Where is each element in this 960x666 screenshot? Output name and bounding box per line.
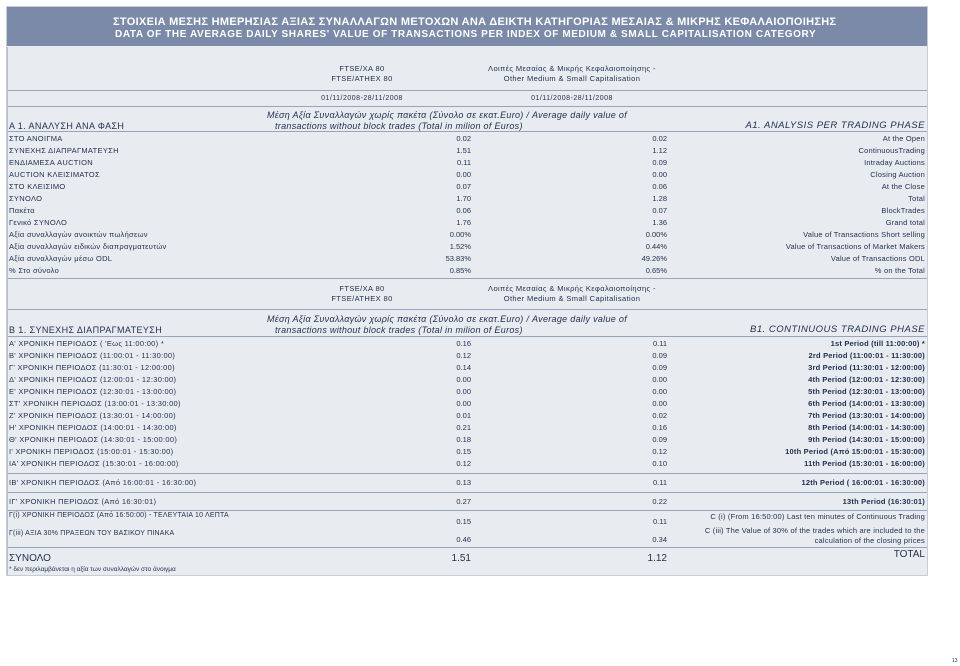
value-col1: 0.11 bbox=[456, 158, 471, 167]
value-col1: 0.27 bbox=[456, 497, 471, 506]
table-row bbox=[7, 338, 927, 350]
avg-value-header-gr: Μέση Αξία Συναλλαγών χωρίς πακέτα (Σύνολο σε εκατ.Euro) / Average daily value of bbox=[267, 314, 627, 324]
row-label-gr: ΣΤΟ ΑΝΟΙΓΜΑ bbox=[9, 134, 63, 143]
row-label-gr: Γ' ΧΡΟΝΙΚΗ ΠΕΡΙΟΔΟΣ (11:30:01 - 12:00:00) bbox=[9, 363, 175, 372]
row-label-gr: Β' ΧΡΟΝΙΚΗ ΠΕΡΙΟΔΟΣ (11:00:01 - 11:30:00) bbox=[9, 351, 176, 360]
total-label-en: TOTAL bbox=[893, 549, 925, 560]
value-col2: 0.02 bbox=[652, 134, 667, 143]
value-col1: 0.02 bbox=[456, 134, 471, 143]
value-col1: 0.16 bbox=[456, 339, 471, 348]
footnote: * δεν περιλαμβάνεται η αξία των συναλλαγών στο άνοιγμα bbox=[9, 566, 176, 573]
divider bbox=[7, 309, 927, 310]
col1-header-line2: FTSE/ATHEX 80 bbox=[331, 294, 393, 303]
row-label-en: 8th Period (14:00:01 - 14:30:00) bbox=[808, 423, 925, 432]
row-label-en: 12th Period ( 16:00:01 - 16:30:00) bbox=[801, 478, 925, 487]
row-label-en: 6th Period (14:00:01 - 13:30:00) bbox=[808, 399, 925, 408]
row-label-gr: Ε' ΧΡΟΝΙΚΗ ΠΕΡΙΟΔΟΣ (12:30:01 - 13:00:00) bbox=[9, 387, 177, 396]
row-label-gr: Ι' ΧΡΟΝΙΚΗ ΠΕΡΙΟΔΟΣ (15:00:01 - 15:30:00) bbox=[9, 447, 174, 456]
table-row bbox=[7, 157, 927, 169]
table-row bbox=[7, 386, 927, 398]
row-label-en: 1st Period (till 11:00:00) * bbox=[830, 339, 925, 348]
value-col1: 0.01 bbox=[456, 411, 471, 420]
row-label-gr: AUCTION ΚΛΕΙΣΙΜΑΤΟΣ bbox=[9, 170, 100, 179]
row-label-en: 5th Period (12:30:01 - 13:00:00) bbox=[808, 387, 925, 396]
table-row bbox=[7, 241, 927, 253]
row-label-en: % on the Total bbox=[874, 266, 925, 275]
row-label-en: 10th Period (Από 15:00:01 - 15:30:00) bbox=[785, 447, 925, 456]
row-label-gr: ΙΒ' ΧΡΟΝΙΚΗ ΠΕΡΙΟΔΟΣ (Από 16:00:01 - 16:30:00) bbox=[9, 478, 197, 487]
table-row bbox=[7, 229, 927, 241]
value-col1: 0.07 bbox=[456, 182, 471, 191]
row-label-en: BlockTrades bbox=[881, 206, 925, 215]
value-col2: 0.00 bbox=[652, 375, 667, 384]
row-label-en: 3rd Period (11:30:01 - 12:00:00) bbox=[808, 363, 925, 372]
total-value-col1: 1.51 bbox=[451, 553, 471, 564]
table-row bbox=[7, 496, 927, 508]
row-label-en: Value of Transactions of Market Makers bbox=[785, 242, 925, 251]
title-english: DATA OF THE AVERAGE DAILY SHARES' VALUE OF TRANSACTIONS PER INDEX OF MEDIUM & SMALL CAPITALISATION CATEGORY bbox=[115, 29, 817, 40]
row-label-en: 2rd Period (11:00:01 - 11:30:00) bbox=[808, 351, 925, 360]
value-col1: 0.13 bbox=[456, 478, 471, 487]
divider bbox=[7, 547, 927, 548]
col2-header-line1: Λοιπές Μεσαίας & Μικρής Κεφαλαιοποίησης - bbox=[488, 64, 656, 73]
value-col2: 0.16 bbox=[652, 423, 667, 432]
value-col1: 1.51 bbox=[456, 146, 471, 155]
row-label-en: Value of Transactions Short selling bbox=[803, 230, 925, 239]
value-col1: 0.06 bbox=[456, 206, 471, 215]
row-label-gr: Θ' ΧΡΟΝΙΚΗ ΠΕΡΙΟΔΟΣ (14:30:01 - 15:00:00) bbox=[9, 435, 178, 444]
table-row bbox=[7, 265, 927, 277]
value-col2: 0.65% bbox=[645, 266, 667, 275]
table-row bbox=[7, 193, 927, 205]
value-col1: 0.15 bbox=[456, 447, 471, 456]
value-col2: 0.00 bbox=[652, 399, 667, 408]
col2-header-line2: Other Medium & Small Capitalisation bbox=[503, 74, 641, 83]
table-row bbox=[7, 374, 927, 386]
col1-header-line2: FTSE/ATHEX 80 bbox=[331, 74, 393, 83]
value-col2: 0.09 bbox=[652, 351, 667, 360]
col2-header-line1: Λοιπές Μεσαίας & Μικρής Κεφαλαιοποίησης - bbox=[488, 284, 656, 293]
row-label-en: Grand total bbox=[885, 218, 925, 227]
row-label-en: 4th Period (12:00:01 - 12:30:00) bbox=[808, 375, 925, 384]
value-col1: 0.15 bbox=[456, 517, 471, 526]
section-a-title-gr: Α 1. ΑΝΑΛΥΣΗ ΑΝΑ ΦΑΣΗ bbox=[9, 121, 125, 131]
value-col2: 0.00 bbox=[652, 170, 667, 179]
table-row bbox=[7, 350, 927, 362]
row-label-gr: % Στο σύνολο bbox=[9, 266, 60, 275]
divider bbox=[7, 278, 927, 279]
table-row bbox=[7, 477, 927, 489]
value-col2: 1.36 bbox=[652, 218, 667, 227]
date-range-col1: 01/11/2008-28/11/2008 bbox=[321, 95, 403, 102]
row-label-en: 9th Period (14:30:01 - 15:00:00) bbox=[808, 435, 925, 444]
row-label-en: Total bbox=[908, 194, 925, 203]
value-col1: 0.00 bbox=[456, 170, 471, 179]
row-label-gr: Δ' ΧΡΟΝΙΚΗ ΠΕΡΙΟΔΟΣ (12:00:01 - 12:30:00) bbox=[9, 375, 177, 384]
row-label-en: 11th Period (15:30:01 - 16:00:00) bbox=[804, 459, 925, 468]
value-col2: 0.10 bbox=[652, 459, 667, 468]
table-row bbox=[7, 145, 927, 157]
value-col2: 0.11 bbox=[652, 517, 667, 526]
row-label-gr: Πακέτα bbox=[9, 206, 35, 215]
value-col2: 0.12 bbox=[652, 447, 667, 456]
row-label-gr: ΣΤΟ ΚΛΕΙΣΙΜΟ bbox=[9, 182, 66, 191]
table-row bbox=[7, 253, 927, 265]
row-label-en: Value of Transactions ODL bbox=[830, 254, 925, 263]
avg-value-header-en: transactions without block trades (Total in milion of Euros) bbox=[275, 121, 523, 131]
value-col1: 0.12 bbox=[456, 351, 471, 360]
table-row bbox=[7, 458, 927, 470]
row-label-gr: Η' ΧΡΟΝΙΚΗ ΠΕΡΙΟΔΟΣ (14:00:01 - 14:30:00) bbox=[9, 423, 177, 432]
value-col2: 0.07 bbox=[652, 206, 667, 215]
value-col2: 0.44% bbox=[645, 242, 667, 251]
page-number: 13 bbox=[952, 658, 958, 664]
title-banner bbox=[7, 7, 927, 46]
table-row bbox=[7, 398, 927, 410]
value-col1: 1.52% bbox=[449, 242, 471, 251]
value-col2: 0.11 bbox=[652, 339, 667, 348]
row-label-gr: ΙΑ' ΧΡΟΝΙΚΗ ΠΕΡΙΟΔΟΣ (15:30:01 - 16:00:00) bbox=[9, 459, 179, 468]
row-label-gr: Α' ΧΡΟΝΙΚΗ ΠΕΡΙΟΔΟΣ ( 'Εως 11:00:00) * bbox=[9, 339, 165, 348]
col1-header-line1: FTSE/XA 80 bbox=[339, 64, 385, 73]
table-row bbox=[7, 205, 927, 217]
value-col2: 0.09 bbox=[652, 158, 667, 167]
row-label-en: At the Close bbox=[881, 182, 925, 191]
value-col1: 0.46 bbox=[456, 535, 471, 544]
table-row bbox=[7, 181, 927, 193]
row-label-gr: Αξία συναλλαγών ανοικτών πωλήσεων bbox=[9, 230, 148, 239]
row-label-gr: ΣΤ' ΧΡΟΝΙΚΗ ΠΕΡΙΟΔΟΣ (13:00:01 - 13:30:00) bbox=[9, 399, 181, 408]
table-row bbox=[7, 169, 927, 181]
row-label-en: Intraday Auctions bbox=[864, 158, 925, 167]
value-col1: 1.76 bbox=[456, 218, 471, 227]
divider bbox=[7, 106, 927, 107]
row-label-en: calculation of the closing prices bbox=[814, 536, 925, 545]
value-col1: 1.70 bbox=[456, 194, 471, 203]
avg-value-header-gr: Μέση Αξία Συναλλαγών χωρίς πακέτα (Σύνολο σε εκατ.Euro) / Average daily value of bbox=[267, 110, 627, 120]
row-label-en: Closing Auction bbox=[870, 170, 925, 179]
row-label-gr: ΙΓ' ΧΡΟΝΙΚΗ ΠΕΡΙΟΔΟΣ (Από 16:30:01) bbox=[9, 497, 157, 506]
row-label-en: C (i) (From 16:50:00) Last ten minutes of Continuous Trading bbox=[710, 512, 925, 521]
value-col1: 0.18 bbox=[456, 435, 471, 444]
divider bbox=[7, 131, 927, 132]
section-a-title-en: A1. ANALYSIS PER TRADING PHASE bbox=[745, 120, 925, 131]
table-row bbox=[7, 410, 927, 422]
value-col2: 49.26% bbox=[641, 254, 667, 263]
value-col2: 0.06 bbox=[652, 182, 667, 191]
table-row bbox=[7, 217, 927, 229]
row-label-gr: Γ(i) ΧΡΟΝΙΚΗ ΠΕΡΙΟΔΟΣ (Από 16:50:00) - ΤΕΛΕΥΤΑΙΑ 10 ΛΕΠΤΑ bbox=[9, 512, 229, 519]
table-row bbox=[7, 362, 927, 374]
value-col2: 1.12 bbox=[652, 146, 667, 155]
row-label-en: 7th Period (13:30:01 - 14:00:00) bbox=[808, 411, 925, 420]
row-label-gr: Αξία συναλλαγών μέσω ODL bbox=[9, 254, 113, 263]
divider bbox=[7, 473, 927, 474]
value-col1: 0.12 bbox=[456, 459, 471, 468]
row-label-gr: Γενικό ΣΥΝΟΛΟ bbox=[9, 218, 68, 227]
value-col1: 0.00% bbox=[449, 230, 471, 239]
row-label-gr: Ζ' ΧΡΟΝΙΚΗ ΠΕΡΙΟΔΟΣ (13:30:01 - 14:00:00) bbox=[9, 411, 176, 420]
row-label-gr: ΕΝΔΙΑΜΕΣΑ AUCTION bbox=[9, 158, 93, 167]
row-label-gr: Αξία συναλλαγών ειδικών διαπραγματευτών bbox=[9, 242, 167, 251]
value-col2: 0.09 bbox=[652, 363, 667, 372]
table-row bbox=[7, 422, 927, 434]
col2-header-line2: Other Medium & Small Capitalisation bbox=[503, 294, 641, 303]
value-col2: 1.28 bbox=[652, 194, 667, 203]
row-label-en: ContinuousTrading bbox=[858, 146, 925, 155]
value-col2: 0.09 bbox=[652, 435, 667, 444]
value-col2: 0.11 bbox=[652, 478, 667, 487]
table-row bbox=[7, 434, 927, 446]
value-col2: 0.00% bbox=[645, 230, 667, 239]
row-label-en: 13th Period (16:30:01) bbox=[842, 497, 925, 506]
divider bbox=[7, 336, 927, 337]
divider bbox=[7, 90, 927, 91]
col1-header-line1: FTSE/XA 80 bbox=[339, 284, 385, 293]
divider bbox=[7, 510, 927, 511]
value-col2: 0.00 bbox=[652, 387, 667, 396]
value-col1: 0.21 bbox=[456, 423, 471, 432]
value-col2: 0.22 bbox=[652, 497, 667, 506]
section-b-title-gr: Β 1. ΣΥΝΕΧΗΣ ΔΙΑΠΡΑΓΜΑΤΕΥΣΗ bbox=[9, 325, 163, 335]
value-col1: 0.00 bbox=[456, 375, 471, 384]
value-col2: 0.34 bbox=[652, 535, 667, 544]
row-label-gr: ΣΥΝΕΧΗΣ ΔΙΑΠΡΑΓΜΑΤΕΥΣΗ bbox=[9, 146, 119, 155]
total-value-col2: 1.12 bbox=[647, 553, 667, 564]
title-greek: ΣΤΟΙΧΕΙΑ ΜΕΣΗΣ ΗΜΕΡΗΣΙΑΣ ΑΞΙΑΣ ΣΥΝΑΛΛΑΓΩΝ ΜΕΤΟΧΩΝ ΑΝΑ ΔΕΙΚΤΗ ΚΑΤΗΓΟΡΙΑΣ ΜΕΣΑΙΑΣ & ΜΙΚΡΗΣ ΚΕΦΑΛΑΙΟΠΟΙΗΣΗΣ bbox=[113, 16, 837, 28]
date-range-col2: 01/11/2008-28/11/2008 bbox=[531, 95, 613, 102]
report-page bbox=[6, 6, 928, 576]
total-label-gr: ΣΥΝΟΛΟ bbox=[9, 553, 51, 564]
value-col1: 0.14 bbox=[456, 363, 471, 372]
row-label-gr: Γ(iii) ΑΞΙΑ 30% ΠΡΑΞΕΩΝ ΤΟΥ ΒΑΣΙΚΟΥ ΠΙΝΑΚΑ bbox=[9, 530, 175, 537]
row-label-en: C (iii) The Value of 30% of the trades which are included to the bbox=[704, 526, 925, 535]
value-col1: 0.00 bbox=[456, 387, 471, 396]
value-col1: 0.00 bbox=[456, 399, 471, 408]
value-col1: 53.83% bbox=[445, 254, 471, 263]
table-row bbox=[7, 446, 927, 458]
divider bbox=[7, 47, 8, 575]
avg-value-header-en: transactions without block trades (Total in milion of Euros) bbox=[275, 325, 523, 335]
section-b-title-en: B1. CONTINUOUS TRADING PHASE bbox=[750, 324, 925, 335]
row-label-gr: ΣΥΝΟΛΟ bbox=[9, 194, 43, 203]
divider bbox=[7, 492, 927, 493]
value-col2: 0.02 bbox=[652, 411, 667, 420]
value-col1: 0.85% bbox=[449, 266, 471, 275]
table-row bbox=[7, 133, 927, 145]
row-label-en: At the Open bbox=[882, 134, 925, 143]
